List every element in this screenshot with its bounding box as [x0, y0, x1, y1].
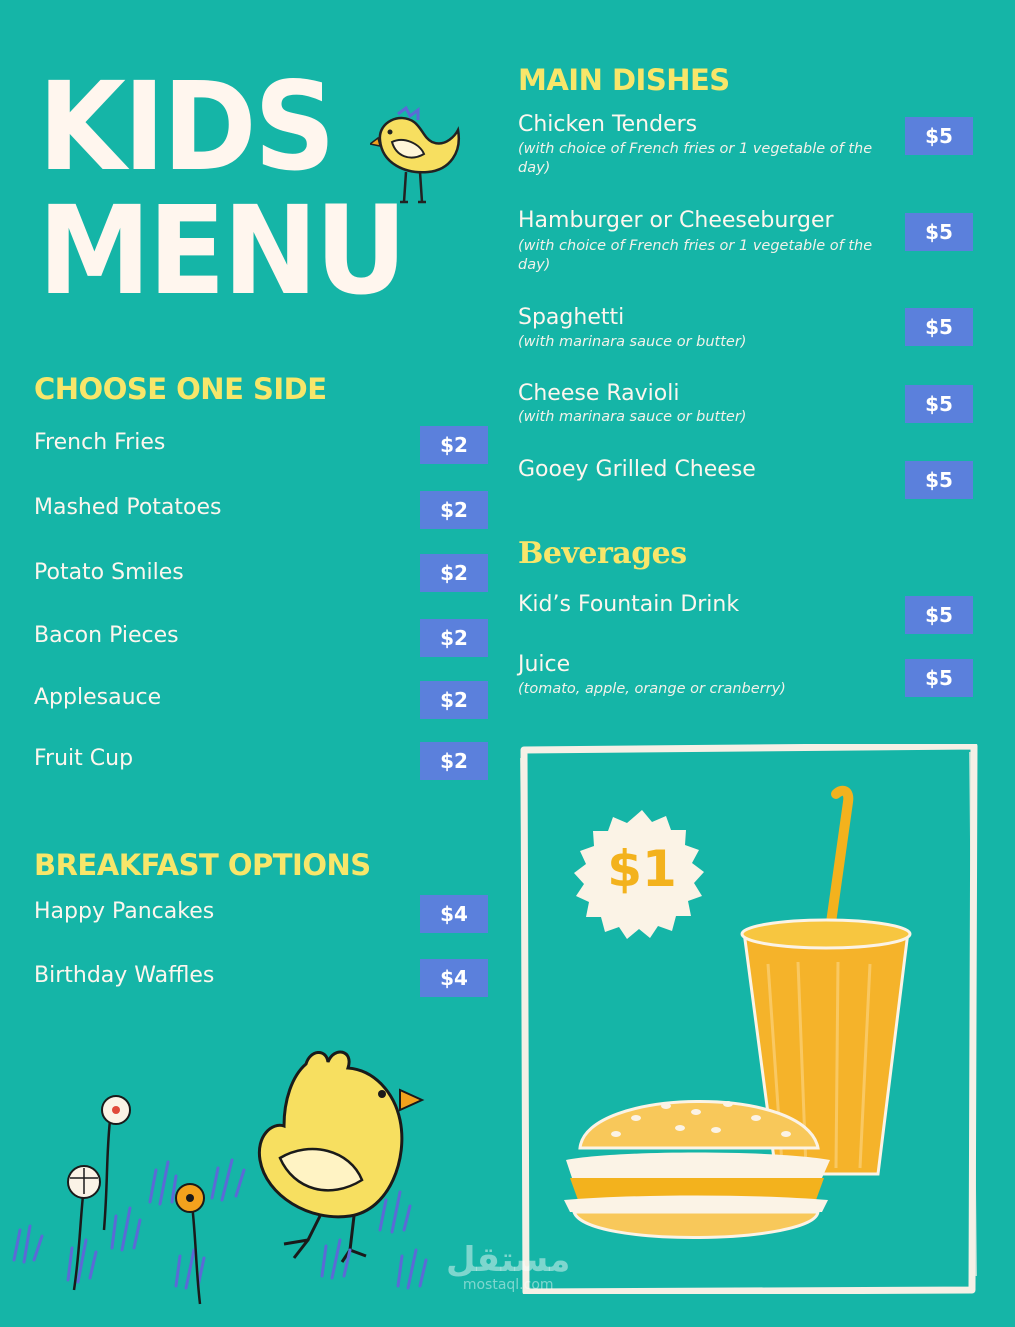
- beverage-item-desc: (tomato, apple, orange or cranberry): [518, 681, 786, 697]
- main-item-name: Hamburger or Cheeseburger: [518, 208, 834, 233]
- side-item-name: French Fries: [34, 430, 166, 455]
- side-item-name: Potato Smiles: [34, 560, 184, 585]
- main-item-price: $5: [905, 461, 973, 499]
- side-item-price: $2: [420, 491, 488, 529]
- promo-price: $1: [607, 840, 677, 898]
- main-item-name: Chicken Tenders: [518, 112, 698, 137]
- side-item-price: $2: [420, 554, 488, 592]
- side-item-name: Fruit Cup: [34, 746, 134, 771]
- mains-heading: MAIN DISHES: [518, 63, 730, 97]
- main-item-price: $5: [905, 308, 973, 346]
- beverage-item-price: $5: [905, 659, 973, 697]
- breakfast-item-name: Happy Pancakes: [34, 899, 215, 924]
- breakfast-item-price: $4: [420, 895, 488, 933]
- side-item-name: Mashed Potatoes: [34, 495, 222, 520]
- side-item-name: Bacon Pieces: [34, 623, 179, 648]
- title-kids: KIDS: [38, 56, 333, 198]
- main-item-desc: (with choice of French fries or 1 vegetable of the day): [518, 141, 873, 176]
- burger-icon: [556, 1078, 836, 1258]
- small-bird-icon: [370, 104, 466, 208]
- flowers-grass-icon: [0, 1080, 470, 1320]
- side-item-price: $2: [420, 681, 488, 719]
- breakfast-heading: BREAKFAST OPTIONS: [34, 848, 371, 882]
- main-item-price: $5: [905, 117, 973, 155]
- title-menu: MENU: [38, 180, 405, 322]
- main-item-desc: (with marinara sauce or butter): [518, 334, 747, 350]
- main-item-desc: (with marinara sauce or butter): [518, 409, 747, 425]
- side-item-price: $2: [420, 742, 488, 780]
- watermark-latin: mostaql.com: [462, 1277, 554, 1293]
- side-item-name: Applesauce: [34, 685, 162, 710]
- main-item-desc: (with choice of French fries or 1 vegetable of the day): [518, 238, 873, 273]
- watermark: [446, 1242, 570, 1292]
- side-item-price: $2: [420, 619, 488, 657]
- sides-heading: CHOOSE ONE SIDE: [34, 372, 327, 406]
- breakfast-item-price: $4: [420, 959, 488, 997]
- main-item-name: Cheese Ravioli: [518, 381, 680, 406]
- breakfast-item-name: Birthday Waffles: [34, 963, 215, 988]
- beverage-item-price: $5: [905, 596, 973, 634]
- side-item-price: $2: [420, 426, 488, 464]
- beverage-item-name: Kid’s Fountain Drink: [518, 592, 740, 617]
- watermark-arabic: مستقل: [446, 1240, 571, 1280]
- main-item-name: Gooey Grilled Cheese: [518, 457, 756, 482]
- beverage-item-name: Juice: [518, 652, 571, 677]
- main-item-name: Spaghetti: [518, 305, 625, 330]
- beverages-heading: Beverages: [518, 536, 687, 571]
- main-item-price: $5: [905, 385, 973, 423]
- main-item-price: $5: [905, 213, 973, 251]
